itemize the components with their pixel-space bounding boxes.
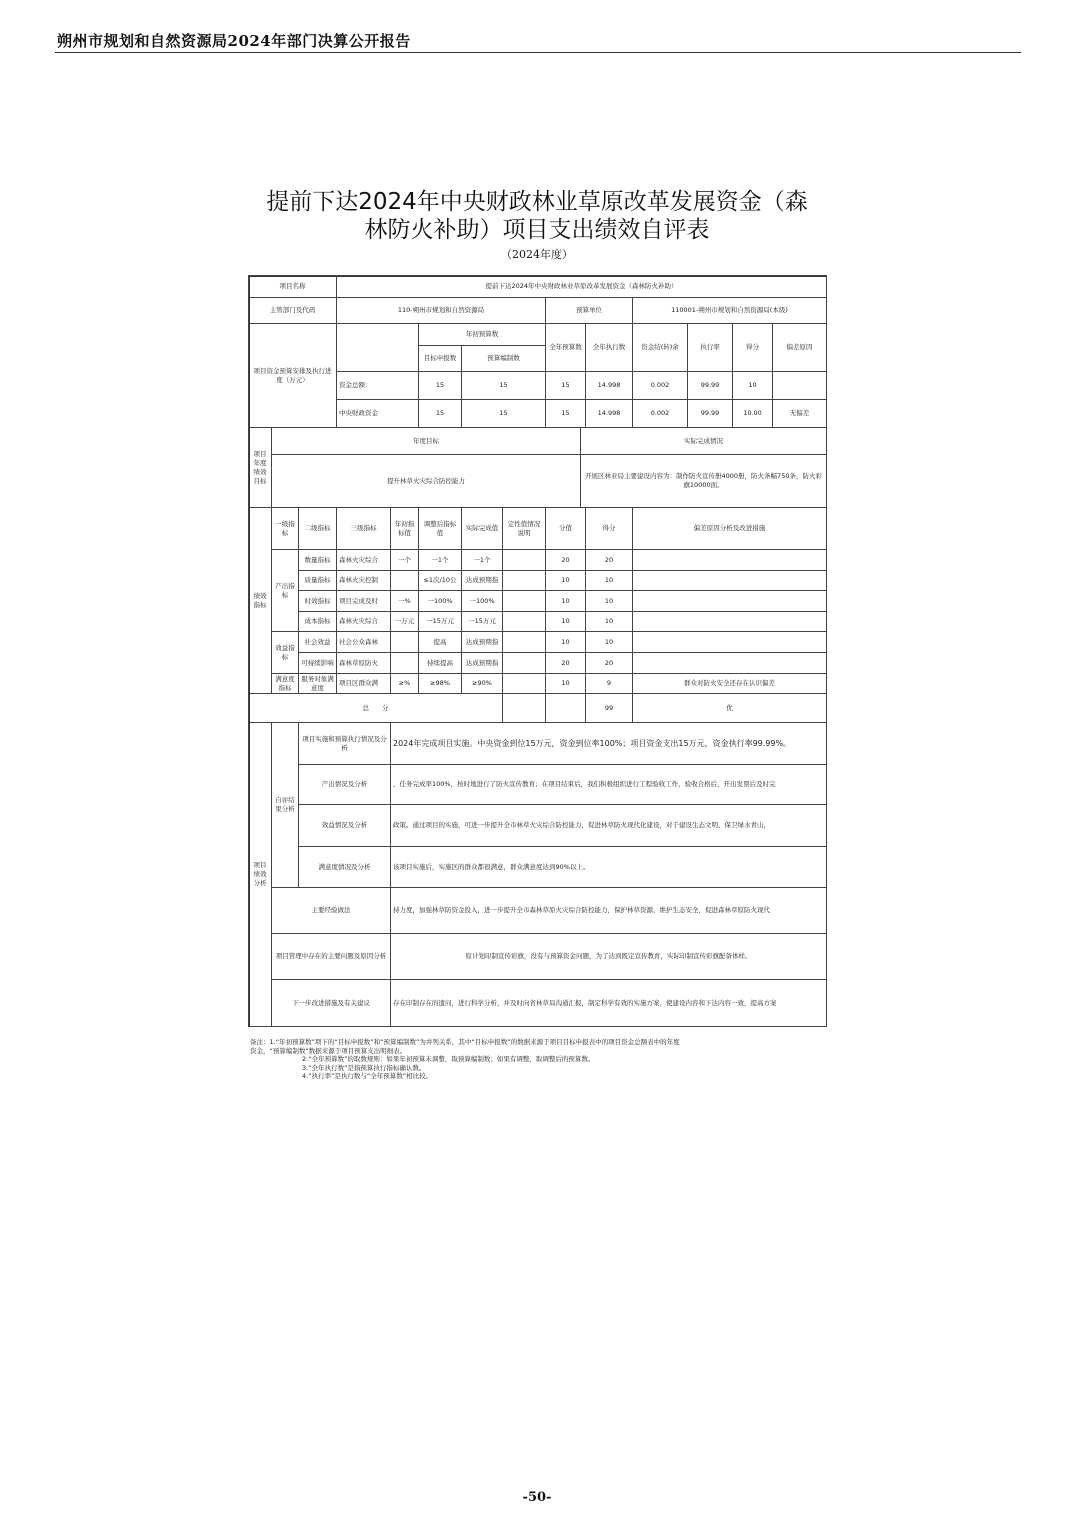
indicator-header: 调整后指标值 [418, 507, 462, 550]
funds-total-row-cell: 15 [461, 371, 546, 400]
total-score: 99 [585, 693, 633, 723]
eval-row-label: 满意度情况及分析 [298, 846, 391, 888]
unit-value: 110001-朔州市规划和自然资源局(本级) [632, 297, 827, 324]
indicator-row-cell: 提高 [418, 631, 462, 653]
indicator-row-cell: ≤1次/10公 [418, 570, 462, 591]
indicator-row-cell: 20 [545, 652, 586, 674]
indicator-row-cell: 10 [545, 590, 586, 612]
funds-central-row-cell: 0.002 [632, 399, 688, 428]
level1-benefit: 效益指标 [271, 631, 299, 674]
funds-total-row-cell: 0.002 [632, 371, 688, 400]
indicator-row-cell: 一15万元 [418, 611, 462, 632]
indicator-row-cell: 10 [545, 673, 586, 694]
indicator-row-cell: 成本指标 [298, 611, 337, 632]
page-title-line-2: 林防火补助）项目支出绩效自评表 [364, 217, 710, 243]
indicator-row-cell: ≥98% [418, 673, 462, 694]
funds-total-row-cell: 99.99 [687, 371, 733, 400]
eval-row-label: 产出情况及分析 [298, 764, 391, 805]
indicator-row-cell: 10 [545, 611, 586, 632]
eval-sub-label: 自评结果分析 [271, 722, 299, 888]
col-executed: 全年执行数 [585, 323, 633, 372]
indicator-row-cell: 森林火灾控制 [336, 570, 391, 591]
note-line: 4.“执行率”是执行数与“全年预算数”相比较。 [302, 1072, 433, 1081]
problem-label: 项目管理中存在的主要问题及原因分析 [271, 933, 391, 980]
indicator-row-cell: 一1个 [461, 549, 503, 571]
eval-row-label: 项目实施和预算执行情况及分析 [298, 722, 391, 765]
dept-label: 主管部门及代码 [248, 297, 337, 324]
eval-row-text: 该项目实施后，实施区的群众都很满意，群众满意度达到90%以上。 [390, 846, 827, 888]
notes [250, 1038, 850, 1081]
col-target-amount: 目标申报数 [418, 345, 462, 372]
funds-central-row-cell: 14.998 [585, 399, 633, 428]
indicator-row-cell: 达成预期指 [461, 631, 503, 653]
funds-central-row-cell: 15 [418, 399, 462, 428]
running-header: 朔州市规划和自然资源局2024年部门决算公开报告 [57, 32, 411, 50]
funds-central-row-cell: 10.00 [732, 399, 773, 428]
indicator-header: 分值 [545, 507, 586, 550]
col-initial-budget: 年初预算数 [418, 323, 546, 346]
funds-central-row-cell: 99.99 [687, 399, 733, 428]
indicator-header: 得分 [585, 507, 633, 550]
report-year: （2024年度） [501, 248, 573, 261]
funds-total-row-cell: 15 [418, 371, 462, 400]
project-name-value: 提前下达2024年中央财政林业草原改革发展资金（森林防火补助） [336, 275, 827, 298]
indicator-header: 一级指标 [271, 507, 299, 550]
funds-central-row-cell: 中央财政资金 [336, 399, 419, 428]
eval-row-text: ，任务完成率100%，按时地进行了防火宣传教育；在项目结束后，我们积极组织进行工程验收工作，验收合格后，开出发票后及时完 [390, 764, 827, 805]
indicator-label: 绩效指标 [248, 507, 272, 694]
col-exec-rate: 执行率 [687, 323, 733, 372]
indicator-row-cell: 森林草原防火 [336, 652, 391, 674]
funds-label: 项目资金预算安排及执行进度（万元） [248, 323, 337, 428]
col-balance: 资金结(转)余 [632, 323, 688, 372]
note-line: 资金，“预算编制数”数据来源于项目预算支出明细表。 [250, 1046, 407, 1055]
funds-total-row-cell: 资金总额： [336, 371, 419, 400]
indicator-row-cell: 10 [585, 631, 633, 653]
indicator-row-cell: 9 [585, 673, 633, 694]
col-full-year-budget: 全年预算数 [545, 323, 586, 372]
next-steps-text: 存在印制存在的遗问，进行科学分析，并及时向省林草局沟通汇报，制定科学有效的实施方案，使建设内容和下达内容一致，提高方案 [390, 979, 827, 1027]
indicator-row-cell: 数量指标 [298, 549, 337, 571]
next-steps-label: 下一步改进措施及有关建议 [271, 979, 391, 1027]
indicator-row-cell: 一个 [390, 549, 419, 571]
indicator-row-cell: 20 [545, 549, 586, 571]
indicator-row-cell: 森林火灾综合 [336, 611, 391, 632]
actual-text: 开展区林业局主要建设内容为：制作防火宣传册4000册，防火条幅750条，防火彩旗10000面。 [580, 454, 827, 508]
experience-label: 主要经验做法 [271, 887, 391, 934]
dept-value: 110-朔州市规划和自然资源局 [336, 297, 546, 324]
goal-label: 项目年度绩效目标 [248, 427, 272, 508]
indicator-header: 三级指标 [336, 507, 391, 550]
indicator-row-cell: 服务对象满意度 [298, 673, 337, 694]
funds-central-row-cell: 15 [461, 399, 546, 428]
indicator-row-cell: 质量指标 [298, 570, 337, 591]
indicator-row-cell: 达成预期指 [461, 570, 503, 591]
funds-total-row-cell: 15 [545, 371, 586, 400]
eval-row-label: 效益情况及分析 [298, 804, 391, 847]
funds-central-row-cell: 15 [545, 399, 586, 428]
col-deviation-reason: 偏差原因 [772, 323, 827, 372]
indicator-row-cell: 时效指标 [298, 590, 337, 612]
page-title-line-1: 提前下达2024年中央财政林业草原改革发展资金（森 [266, 189, 808, 215]
indicator-row-cell: 一1个 [418, 549, 462, 571]
indicator-row-cell: 一100% [418, 590, 462, 612]
actual-header: 实际完成情况 [580, 427, 827, 455]
level1-satisfaction: 满意度指标 [271, 673, 299, 694]
note-line: 备注：1.“年初预算数”项下的“目标申报数”和“预算编制数”为并列关系，其中“目标申报数”的数据来源于项目目标申报表中的项目资金总额表中的年度 [250, 1038, 680, 1046]
indicator-row-cell: 一% [390, 590, 419, 612]
indicator-row-cell: ≥% [390, 673, 419, 694]
goal-text: 提升林草火灾综合防控能力 [271, 454, 581, 508]
col-compiled-amount: 预算编制数 [461, 345, 546, 372]
indicator-header: 偏差原因分析及改进措施 [632, 507, 827, 550]
goal-header: 年度目标 [271, 427, 581, 455]
indicator-row-cell: 项目完成及时 [336, 590, 391, 612]
col-score: 得分 [732, 323, 773, 372]
indicator-row-cell: ≥90% [461, 673, 503, 694]
project-name-label: 项目名称 [248, 275, 337, 298]
indicator-header: 二级指标 [298, 507, 337, 550]
problem-text: 原计划印制宣传彩旗，没有与预算资金问题，为了达到既定宣传教育，实际印制宣传彩旗配备体样。 [390, 933, 827, 980]
indicator-row-cell: 20 [585, 549, 633, 571]
indicator-row-cell: 一100% [461, 590, 503, 612]
indicator-row-cell: 一15万元 [461, 611, 503, 632]
indicator-row-cell: 10 [585, 590, 633, 612]
indicator-row-cell: 10 [585, 611, 633, 632]
total-label: 总 分 [248, 693, 503, 723]
funds-total-row-cell: 10 [732, 371, 773, 400]
indicator-row-cell: 10 [545, 631, 586, 653]
indicator-row-cell: 持续提高 [418, 652, 462, 674]
funds-central-row-cell: 无偏差 [772, 399, 827, 428]
indicator-row-cell: 达成预期指 [461, 652, 503, 674]
unit-label: 预算单位 [545, 297, 633, 324]
indicator-row-cell: 群众对防火安全还存在认识偏差 [632, 673, 827, 694]
eval-row-text: 政策。通过项目的实施，可进一步提升全市林草火灾综合防控能力，促进林草防火现代化建设，对于建设生态文明、保卫绿水青山， [390, 804, 827, 847]
note-line: 3.“全年执行数”是指预算执行指标确认数。 [302, 1063, 426, 1072]
indicator-row-cell: 10 [585, 570, 633, 591]
indicator-row-cell: 森林火灾综合 [336, 549, 391, 571]
eval-row-text: 2024年完成项目实施。中央资金到位15万元，资金到位率100%；项目资金支出15万元，资金执行率99.99%。 [390, 722, 827, 765]
indicator-row-cell: 10 [545, 570, 586, 591]
indicator-row-cell: 社会公众森林 [336, 631, 391, 653]
evaluation-table-border [249, 276, 827, 1027]
indicator-header: 定性值情况说明 [502, 507, 546, 550]
funds-total-row-cell: 14.998 [585, 371, 633, 400]
indicator-row-cell: 项目区群众满 [336, 673, 391, 694]
indicator-row-cell: 可持续影响 [298, 652, 337, 674]
level1-output: 产出指标 [271, 549, 299, 632]
page-number: -50- [522, 1490, 552, 1505]
indicator-row-cell: 一万元 [390, 611, 419, 632]
eval-label: 项目绩效分析 [248, 722, 272, 1027]
note-line: 2.“全年预算数”的取数规则：如果年初预算未调整，取预算编制数；如果有调整，取调整后的预算数。 [302, 1055, 595, 1064]
experience-text: 持力度，加强林草防资金投入，进一步提升全市森林草原火灾综合防控能力，保护林草资源，维护生态安全，促进森林草原防火现代 [390, 887, 827, 934]
header-rule [55, 52, 1021, 53]
indicator-row-cell: 社会效益 [298, 631, 337, 653]
indicator-header: 实际完成值 [461, 507, 503, 550]
indicator-row-cell: 20 [585, 652, 633, 674]
indicator-header: 年初指标值 [390, 507, 419, 550]
total-grade: 优 [632, 693, 827, 723]
